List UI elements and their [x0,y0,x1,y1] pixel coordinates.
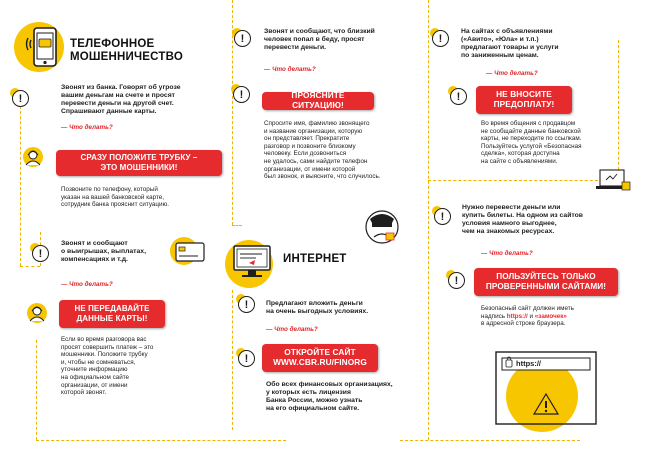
thief-icon [362,205,402,245]
warning-icon: ! [448,272,465,289]
connector-line [232,0,233,225]
warning-icon: ! [432,30,449,47]
warning-icon: ! [234,30,251,47]
browser-icon [494,350,602,432]
clarify-banner: ПРОЯСНИТЕ СИТУАЦИЮ! [262,92,374,110]
card-icon [168,235,210,267]
internet-case-what: — Что делать? [266,326,318,333]
hang-up-banner: СРАЗУ ПОЛОЖИТЕ ТРУБКУ – ЭТО МОШЕННИКИ! [56,150,222,176]
connector-line [428,180,618,181]
warning-icon: ! [238,350,255,367]
phone-case1-text: Звонят из банка. Говорят об угрозе вашим деньгам на счете и просят перевести деньги на другой счет. Спрашивают данные карты. [61,84,181,116]
phone-case2-text: Звонят и сообщают о выигрышах, выплатах, компенсациях и т.д. [61,240,146,264]
dont-share-card-banner: НЕ ПЕРЕДАВАЙТЕ ДАННЫЕ КАРТЫ! [59,300,165,328]
phone-icon [24,24,64,70]
connector-line [400,440,580,441]
browser-url: https:// [516,359,541,368]
phone-title-line1: ТЕЛЕФОННОЕ [70,38,155,50]
phone-case1-advice: Позвоните по телефону, который указан на вашей банковской карте, сотрудник банка прояснит ситуацию. [61,186,169,209]
no-prepay-banner: НЕ ВНОСИТЕ ПРЕДОПЛАТУ! [476,86,572,114]
internet-case-advice: Обо всех финансовых организациях, у которых есть лицензия Банка России, можно узнать на его официальном сайте. [266,381,393,413]
connector-line [36,440,286,441]
connector-line [36,340,37,440]
right-case2-text: Нужно перевести деньги или купить билеты. На одном из сайтов условия намного выгоднее, чем на знакомых ресурсах. [462,204,583,236]
middle-case-text: Звонят и сообщают, что близкий человек попал в беду, просят перевести деньги. [264,28,375,52]
connector-line [20,96,21,266]
warning-icon: ! [12,90,29,107]
phone-title-line2: МОШЕННИЧЕСТВО [70,51,183,63]
right-case2-what: — Что делать? [481,250,533,257]
right-case1-advice: Во время общения с продавцом не сообщайте данные банковской карты, не переходите по ссылкам. Пользуйтесь услугой «Безопасная сделка», которая доступна на сайте с объявлениями. [481,120,582,165]
warning-icon: ! [233,86,250,103]
warning-icon: ! [32,245,49,262]
connector-line [232,225,242,226]
internet-case-text: Предлагают вложить деньги на очень выгодных условиях. [266,300,369,316]
internet-title: ИНТЕРНЕТ [283,253,347,265]
open-cbr-banner: ОТКРОЙТЕ САЙТ WWW.CBR.RU/FINORG [262,344,378,372]
right-case1-what: — Что делать? [486,70,538,77]
right-case1-text: На сайтах с объявлениями («Авито», «Юла» и т.п.) предлагают товары и услуги по заниженным ценам. [461,28,559,60]
middle-case-advice: Спросите имя, фамилию звонящего и название организации, которую он представляет. Прекратите разговор и позвоните близкому человеку. Если дозвониться не удалось, сами найдите телефон организации, от имени которой был звонок, и выясните, что случилось. [264,120,381,181]
phone-case2-advice: Если во время разговора вас просят совершить платеж – это мошенники. Положите трубку и, чтобы не сомневаться, уточните информацию на официальном сайте организации, от имени которой звонят. [61,336,154,397]
trusted-sites-banner: ПОЛЬЗУЙТЕСЬ ТОЛЬКО ПРОВЕРЕННЫМИ САЙТАМИ! [474,268,618,296]
connector-line [428,0,429,440]
connector-line [20,266,40,267]
middle-case-what: — Что делать? [264,66,316,73]
operator-icon [26,302,48,324]
right-case2-advice: Безопасный сайт должен иметь надпись https:// и «замочек» в адресной строке браузера. [481,305,574,328]
operator-icon [22,146,44,168]
warning-icon: ! [434,208,451,225]
phone-case1-what: — Что делать? [61,124,113,131]
warning-icon: ! [238,296,255,313]
laptop-icon [596,168,632,194]
connector-line [232,290,233,430]
warning-icon: ! [450,88,467,105]
monitor-icon [232,243,276,283]
phone-case2-what: — Что делать? [61,281,113,288]
